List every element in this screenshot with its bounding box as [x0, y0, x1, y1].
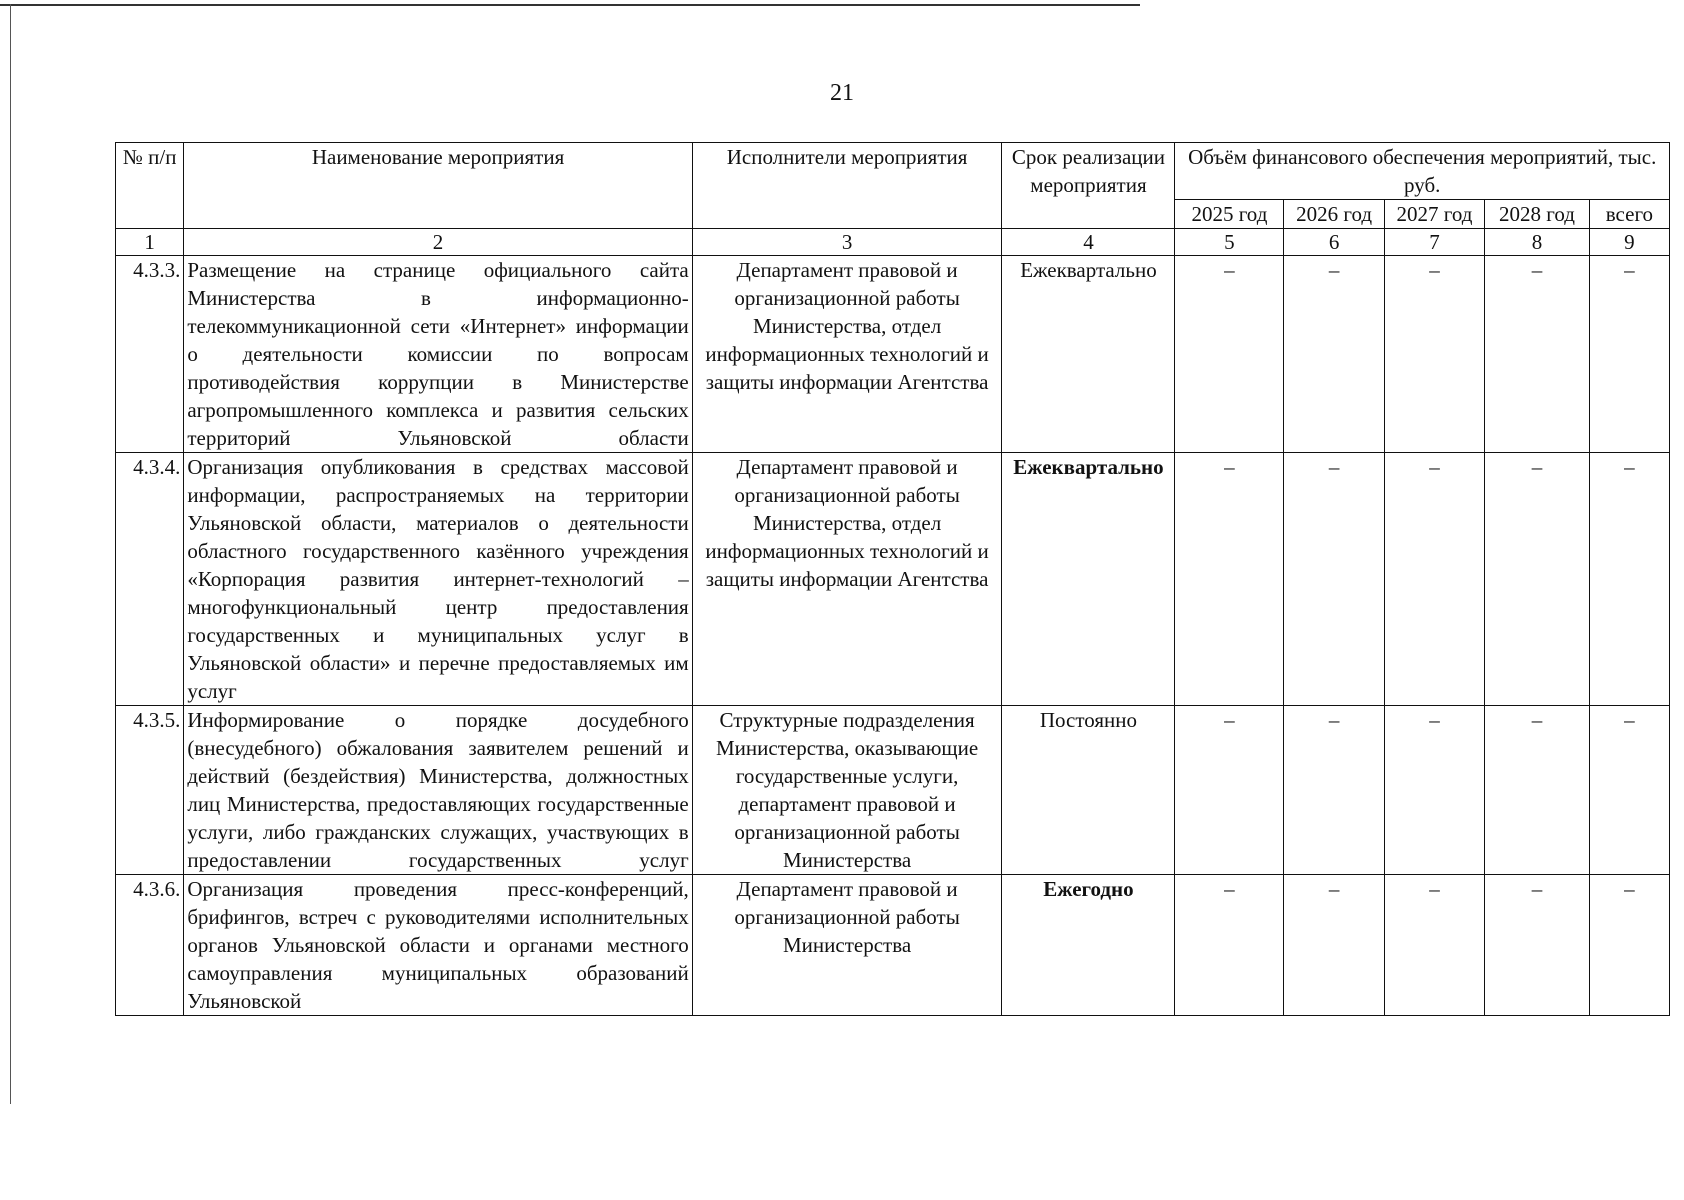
column-number: 2	[184, 229, 692, 256]
header-year-2026: 2026 год	[1284, 200, 1384, 229]
value-2027: –	[1384, 706, 1484, 875]
measure-name: Информирование о порядке досудебного (внесудебного) обжалования заявителем решений и действий (бездействия) Министерства, должностных лиц Министерства, предоставляющих государственные услуги, либо гражданских служащих, участвующих в предоставлении государственных услуг	[184, 706, 692, 875]
header-num: № п/п	[116, 143, 184, 229]
value-total: –	[1589, 453, 1669, 706]
header-year-2028: 2028 год	[1485, 200, 1590, 229]
value-2026: –	[1284, 256, 1384, 453]
column-number: 5	[1175, 229, 1284, 256]
value-2025: –	[1175, 875, 1284, 1016]
measures-table	[115, 142, 1670, 1016]
row-number: 4.3.3.	[116, 256, 184, 453]
measure-term: Постоянно	[1002, 706, 1175, 875]
measure-executors: Структурные подразделения Министерства, оказывающие государственные услуги, департамент правовой и организационной работы Министерства	[692, 706, 1002, 875]
row-number: 4.3.6.	[116, 875, 184, 1016]
measure-term: Ежеквартально	[1002, 256, 1175, 453]
row-number: 4.3.4.	[116, 453, 184, 706]
measure-name: Организация проведения пресс-конференций, брифингов, встреч с руководителями исполнительных органов Ульяновской области и органами местного самоуправления муниципальных образований Ульяновской	[184, 875, 692, 1016]
scan-edge-top	[0, 4, 1140, 6]
column-number: 3	[692, 229, 1002, 256]
page-number: 21	[830, 80, 854, 106]
column-number: 7	[1384, 229, 1484, 256]
column-number: 6	[1284, 229, 1384, 256]
value-total: –	[1589, 256, 1669, 453]
header-year-2027: 2027 год	[1384, 200, 1484, 229]
column-number: 1	[116, 229, 184, 256]
table-row	[116, 875, 1670, 1016]
table-row	[116, 706, 1670, 875]
value-2027: –	[1384, 256, 1484, 453]
value-2028: –	[1485, 875, 1590, 1016]
measure-name: Размещение на странице официального сайта Министерства в информационно-телекоммуникационной сети «Интернет» информации о деятельности комиссии по вопросам противодействия коррупции в Министерстве агропромышленного комплекса и развития сельских территорий Ульяновской области	[184, 256, 692, 453]
measure-term: Ежегодно	[1002, 875, 1175, 1016]
measure-executors: Департамент правовой и организационной работы Министерства, отдел информационных технологий и защиты информации Агентства	[692, 453, 1002, 706]
value-total: –	[1589, 875, 1669, 1016]
column-numbers-row	[116, 229, 1670, 256]
value-2026: –	[1284, 453, 1384, 706]
measure-executors: Департамент правовой и организационной работы Министерства, отдел информационных технологий и защиты информации Агентства	[692, 256, 1002, 453]
value-2025: –	[1175, 706, 1284, 875]
table-row	[116, 256, 1670, 453]
header-total: всего	[1589, 200, 1669, 229]
value-total: –	[1589, 706, 1669, 875]
value-2028: –	[1485, 706, 1590, 875]
measure-term: Ежеквартально	[1002, 453, 1175, 706]
header-name: Наименование мероприятия	[184, 143, 692, 229]
column-number: 4	[1002, 229, 1175, 256]
column-number: 9	[1589, 229, 1669, 256]
table-row	[116, 453, 1670, 706]
measure-name: Организация опубликования в средствах массовой информации, распространяемых на территории Ульяновской области, материалов о деятельности областного государственного казённого учреждения «Корпорация развития интернет-технологий – многофункциональный центр предоставления государственных и муниципальных услуг в Ульяновской области» и перечне предоставляемых им услуг	[184, 453, 692, 706]
measure-executors: Департамент правовой и организационной работы Министерства	[692, 875, 1002, 1016]
value-2026: –	[1284, 706, 1384, 875]
header-executors: Исполнители мероприятия	[692, 143, 1002, 229]
header-row	[116, 143, 1670, 200]
value-2028: –	[1485, 453, 1590, 706]
header-year-2025: 2025 год	[1175, 200, 1284, 229]
value-2025: –	[1175, 256, 1284, 453]
header-finance: Объём финансового обеспечения мероприятий, тыс. руб.	[1175, 143, 1670, 200]
value-2028: –	[1485, 256, 1590, 453]
column-number: 8	[1485, 229, 1590, 256]
row-number: 4.3.5.	[116, 706, 184, 875]
header-term: Срок реализации мероприятия	[1002, 143, 1175, 229]
value-2027: –	[1384, 453, 1484, 706]
value-2025: –	[1175, 453, 1284, 706]
scan-edge-left	[10, 4, 11, 1104]
value-2026: –	[1284, 875, 1384, 1016]
value-2027: –	[1384, 875, 1484, 1016]
